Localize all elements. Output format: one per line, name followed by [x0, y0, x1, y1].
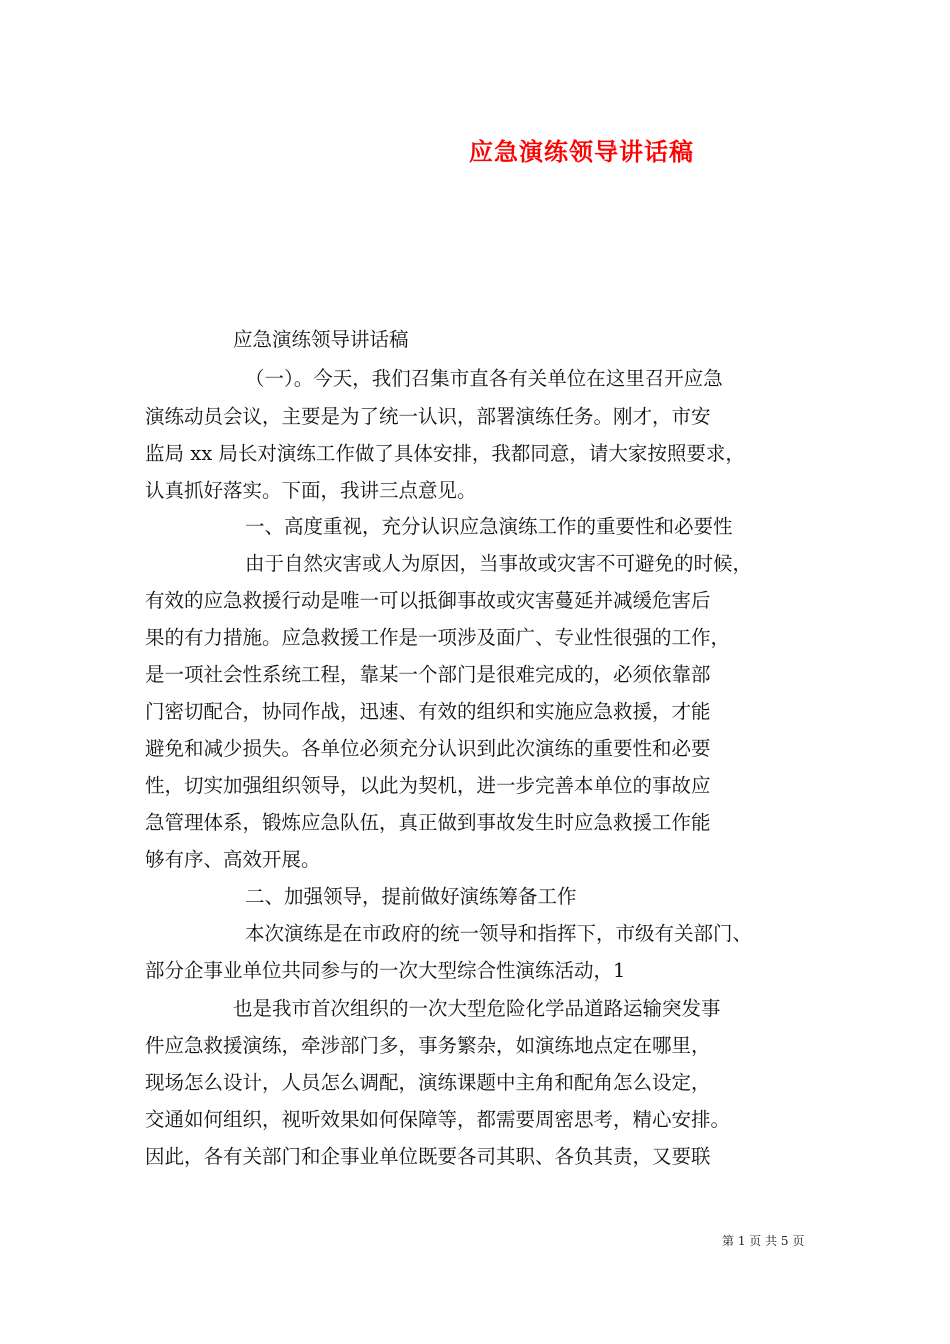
body-line: 由于自然灾害或人为原因，当事故或灾害不可避免的时候， [245, 552, 753, 575]
section-heading: 一、高度重视，充分认识应急演练工作的重要性和必要性 [245, 515, 733, 538]
body-line: 现场怎么设计，人员怎么调配，演练课题中主角和配角怎么设定， [145, 1071, 711, 1094]
body-line: 因此，各有关部门和企事业单位既要各司其职、各负其责，又要联 [145, 1145, 711, 1168]
body-line: 部分企事业单位共同参与的一次大型综合性演练活动，1 [145, 959, 626, 982]
body-line: 果的有力措施。应急救援工作是一项涉及面广、专业性很强的工作， [145, 626, 731, 649]
section-heading: 二、加强领导，提前做好演练筹备工作 [245, 885, 577, 908]
body-line: 应急演练领导讲话稿 [233, 328, 409, 351]
body-line: 性，切实加强组织领导，以此为契机，进一步完善本单位的事故应 [145, 774, 711, 797]
body-line: 急管理体系，锻炼应急队伍，真正做到事故发生时应急救援工作能 [145, 811, 711, 834]
body-line: 避免和减少损失。各单位必须充分认识到此次演练的重要性和必要 [145, 737, 711, 760]
body-line: 监局 xx 局长对演练工作做了具体安排，我都同意，请大家按照要求， [145, 442, 745, 465]
body-line: 认真抓好落实。下面，我讲三点意见。 [145, 479, 477, 502]
body-line: 有效的应急救援行动是唯一可以抵御事故或灾害蔓延并减缓危害后 [145, 589, 711, 612]
body-line: 交通如何组织，视听效果如何保障等，都需要周密思考，精心安排。 [145, 1108, 731, 1131]
page-number: 第 1 页 共 5 页 [722, 1234, 805, 1248]
body-line: 本次演练是在市政府的统一领导和指挥下，市级有关部门、 [245, 922, 753, 945]
document-title: 应急演练领导讲话稿 [469, 137, 694, 166]
body-line: 件应急救援演练，牵涉部门多，事务繁杂，如演练地点定在哪里， [145, 1034, 711, 1057]
body-line: 够有序、高效开展。 [145, 848, 321, 871]
body-line: 演练动员会议，主要是为了统一认识，部署演练任务。刚才，市安 [145, 405, 711, 428]
body-line: 也是我市首次组织的一次大型危险化学品道路运输突发事 [233, 997, 721, 1020]
body-line: 门密切配合，协同作战，迅速、有效的组织和实施应急救援，才能 [145, 700, 711, 723]
body-line: 是一项社会性系统工程，靠某一个部门是很难完成的，必须依靠部 [145, 663, 711, 686]
body-line: （一）。今天，我们召集市直各有关单位在这里召开应急 [245, 367, 723, 390]
